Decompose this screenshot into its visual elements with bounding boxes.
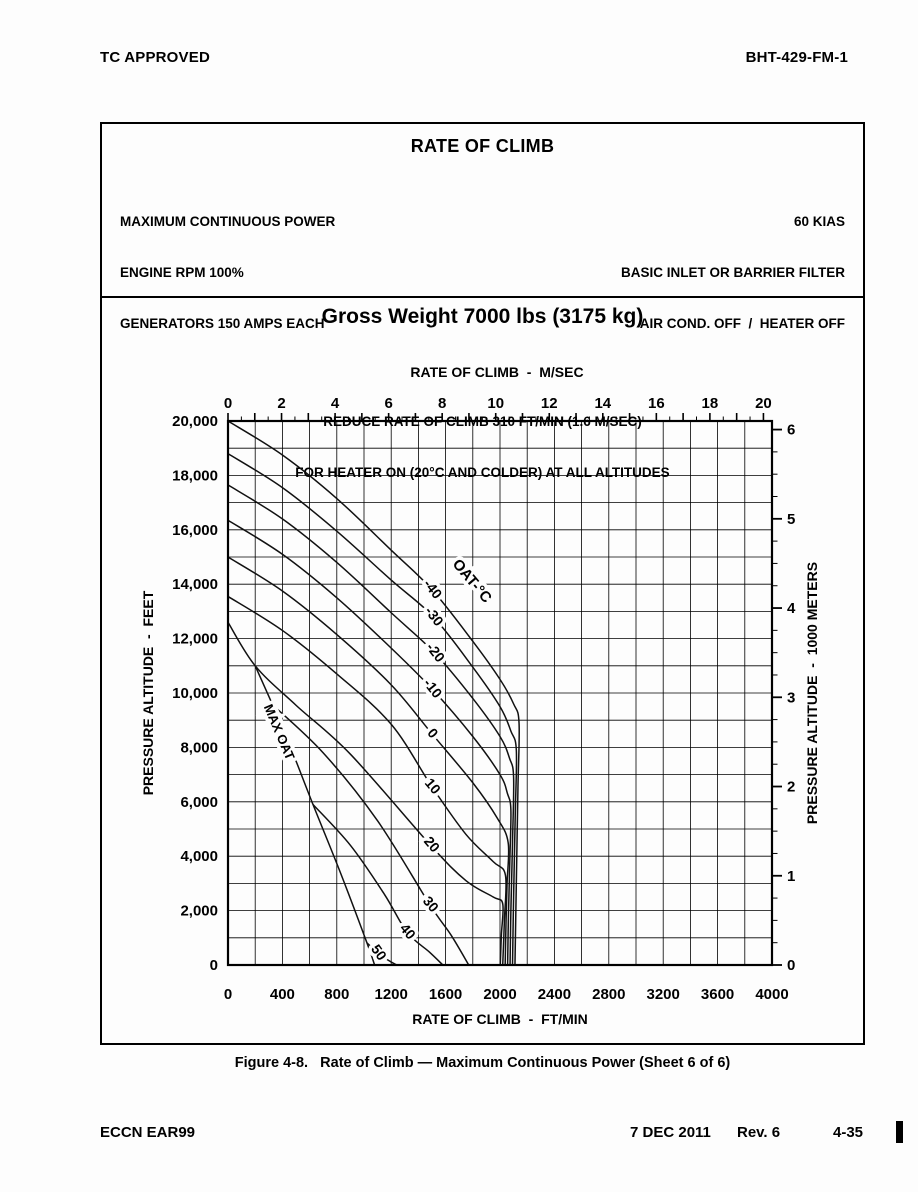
tick-label: 20 <box>755 395 772 412</box>
section-divider <box>102 296 863 298</box>
climb-curve <box>228 557 509 965</box>
tick-label: 0 <box>223 395 233 412</box>
tick-label: 16 <box>648 395 665 412</box>
note-line: REDUCE RATE OF CLIMB 310 FT/MIN (1.6 M/SEC) <box>323 414 642 429</box>
tick-label: 1600 <box>428 986 463 1003</box>
curve-label: 0 <box>424 724 442 742</box>
tick-label: 2400 <box>537 986 572 1003</box>
conditions-right <box>621 179 845 366</box>
curve-label: 40 <box>396 920 420 943</box>
tick-label: 4 <box>330 395 340 412</box>
approval-label: TC APPROVED <box>100 49 210 66</box>
tick-label: 4,000 <box>180 848 218 866</box>
tick-label: 2 <box>277 395 286 412</box>
gross-weight-title: Gross Weight 7000 lbs (3175 kg) <box>321 305 644 328</box>
tick-label: 12,000 <box>172 630 218 648</box>
climb-curve <box>313 805 443 965</box>
curve-label: -30 <box>421 603 447 629</box>
rate-of-climb-chart <box>100 350 865 1044</box>
curve-label: -20 <box>423 639 449 666</box>
curve-label: 50 <box>368 941 391 964</box>
curve-label: 10 <box>421 774 445 798</box>
condition-line: AIR COND. OFF / HEATER OFF <box>639 316 845 331</box>
document-number: BHT-429-FM-1 <box>745 49 848 66</box>
page-footer <box>0 1124 918 1146</box>
tick-label: 5 <box>787 510 796 528</box>
tick-label: 6,000 <box>180 793 218 811</box>
condition-line: 60 KIAS <box>793 214 845 229</box>
curve-label: MAX OAT <box>260 701 298 763</box>
right-axis <box>773 422 796 974</box>
bottom-axis-title: RATE OF CLIMB - FT/MIN <box>412 1011 588 1027</box>
revision-label: Rev. 6 <box>737 1124 781 1141</box>
curve-label: 30 <box>419 892 443 916</box>
right-axis-title: PRESSURE ALTITUDE - 1000 METERS <box>804 561 820 825</box>
tick-label: 14 <box>594 395 612 412</box>
tick-label: 4 <box>787 600 796 618</box>
tick-label: 1200 <box>374 986 408 1003</box>
tick-label: 8 <box>438 395 447 412</box>
curve-label: -40 <box>420 575 446 602</box>
tick-label: 10,000 <box>172 685 218 702</box>
change-bar <box>896 1121 903 1143</box>
tick-label: 3600 <box>700 986 735 1003</box>
tick-label: 2,000 <box>180 902 218 920</box>
page-number: 4-35 <box>833 1124 864 1141</box>
note-line: FOR HEATER ON (20°C AND COLDER) AT ALL ALTITUDES <box>295 465 670 480</box>
figure-title: RATE OF CLIMB <box>410 136 555 156</box>
tick-label: 4000 <box>755 986 789 1003</box>
tick-label: 0 <box>787 957 796 974</box>
left-axis <box>172 413 218 974</box>
page-header <box>100 49 848 66</box>
top-axis <box>224 395 772 420</box>
date-label: 7 DEC 2011 <box>630 1124 711 1141</box>
condition-line: MAXIMUM CONTINUOUS POWER <box>120 214 336 229</box>
curve-label: 20 <box>420 833 444 856</box>
tick-label: 18 <box>701 395 719 412</box>
curve-label: OAT-°C <box>448 555 495 607</box>
tick-label: 14,000 <box>172 576 218 594</box>
top-axis-title: RATE OF CLIMB - M/SEC <box>410 364 584 380</box>
tick-label: 400 <box>269 986 295 1003</box>
grid <box>228 421 772 965</box>
condition-line: BASIC INLET OR BARRIER FILTER <box>621 265 845 280</box>
conditions-row <box>120 179 845 366</box>
tick-label: 16,000 <box>172 521 218 539</box>
climb-curve <box>228 596 506 965</box>
condition-line: GENERATORS 150 AMPS EACH <box>120 316 325 331</box>
tick-label: 18,000 <box>172 467 218 485</box>
left-axis-title: PRESSURE ALTITUDE - FEET <box>140 590 156 796</box>
tick-label: 0 <box>209 957 218 974</box>
tick-label: 2 <box>787 778 796 796</box>
curve-label: -10 <box>420 675 446 702</box>
tick-label: 6 <box>384 395 393 412</box>
tick-label: 3200 <box>646 986 680 1003</box>
tick-label: 10 <box>487 395 505 412</box>
condition-line: ENGINE RPM 100% <box>120 265 244 280</box>
eccn-label: ECCN EAR99 <box>100 1124 196 1141</box>
climb-curve <box>228 622 503 965</box>
tick-label: 1 <box>787 867 796 885</box>
tick-label: 8,000 <box>180 739 218 757</box>
bottom-axis <box>224 986 789 1003</box>
tick-label: 6 <box>787 421 796 439</box>
tick-label: 20,000 <box>172 413 218 430</box>
tick-label: 0 <box>223 986 233 1003</box>
tick-label: 800 <box>324 986 350 1003</box>
tick-label: 2800 <box>592 986 626 1003</box>
figure-caption: Figure 4-8. Rate of Climb — Maximum Continuous Power (Sheet 6 of 6) <box>234 1055 731 1071</box>
tick-label: 12 <box>540 395 558 412</box>
tick-label: 3 <box>787 689 796 707</box>
tick-label: 2000 <box>483 986 517 1003</box>
conditions-left <box>120 179 335 366</box>
